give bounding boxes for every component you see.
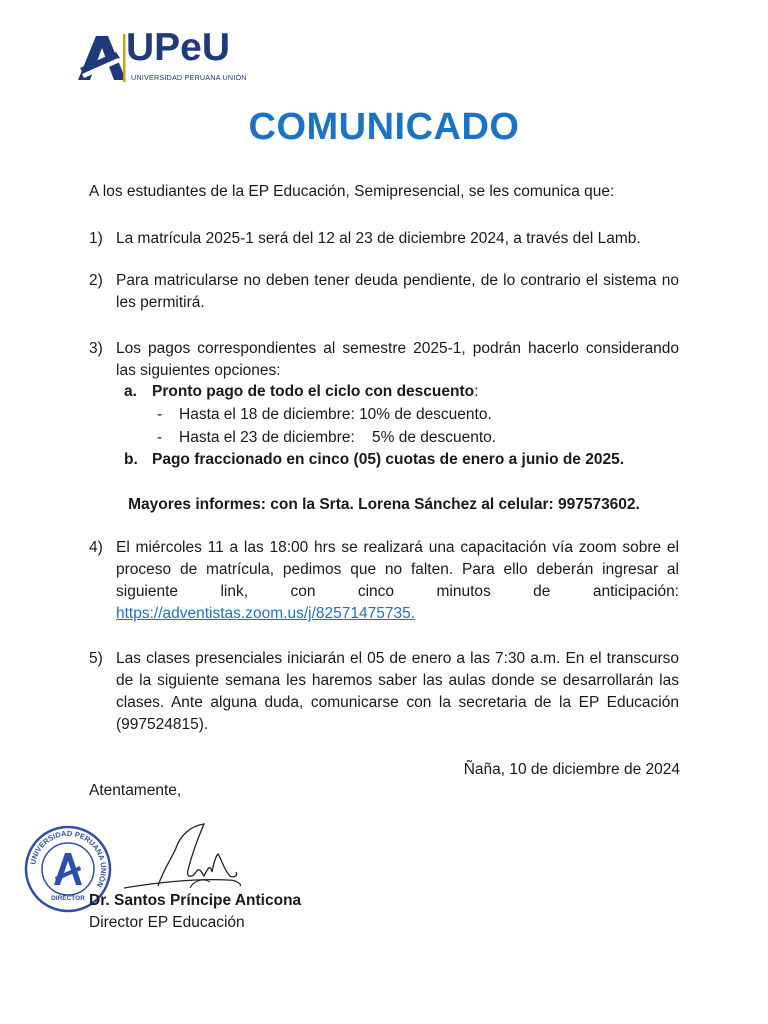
option-label: a. xyxy=(124,383,137,400)
payment-option-b xyxy=(124,449,624,471)
logo-brand-text: UPeU xyxy=(126,26,231,69)
page-title: COMUNICADO xyxy=(248,106,520,148)
option-colon: : xyxy=(474,383,479,400)
option-text: Pago fraccionado en cinco (05) cuotas de enero a junio de 2025. xyxy=(152,451,625,468)
list-item-text: Para matricularse no deben tener deuda pendiente, de lo contrario el sistema no les permitirá. xyxy=(116,272,679,311)
closing-text: Atentamente, xyxy=(89,782,182,799)
list-item-text: El miércoles 11 a las 18:00 hrs se realizará una capacitación vía zoom sobre el proceso de matrícula, pedimos que no falten. Para ello deberán ingresar al siguiente link, con cinco minutos de anticipación: xyxy=(116,539,679,600)
zoom-link[interactable]: https://adventistas.zoom.us/j/82571475735. xyxy=(116,605,416,622)
list-item-number: 3) xyxy=(89,340,103,357)
document-date: Ñaña, 10 de diciembre de 2024 xyxy=(463,761,680,778)
list-item-text: Las clases presenciales iniciarán el 05 de enero a las 7:30 a.m. En el transcurso de la siguiente semana les haremos saber las aulas donde se desarrollarán las clases. Ante alguna duda, comunicarse con la secretaria de la EP Educación (997524815). xyxy=(116,650,679,733)
svg-text:DIRECTOR: DIRECTOR xyxy=(51,895,85,902)
option-label: b. xyxy=(124,451,138,468)
discount-text: Hasta el 23 de diciembre: 5% de descuento. xyxy=(179,429,497,446)
payment-option-a xyxy=(124,381,478,403)
svg-text:UNIVERSIDAD PERUANA UNIÓN: UNIVERSIDAD PERUANA UNIÓN xyxy=(28,828,109,889)
list-item-text: La matrícula 2025-1 será del 12 al 23 de diciembre 2024, a través del Lamb. xyxy=(116,230,641,247)
list-item-text: Los pagos correspondientes al semestre 2025-1, podrán hacerlo considerando las siguientes opciones: xyxy=(116,340,679,379)
document-page: UPeU UNIVERSIDAD PERUANA UNIÓN COMUNICADO A los estudiantes de la EP Educación, Semipresencial, se les comunica que: 1) La matrícula 2025-1 será del 12 al 23 de diciembre 2024, a través del Lamb. 2) Para matricularse no deben tener deuda pendiente, de lo contrario el sistema no les permitirá. 3) Los pagos correspondientes al semestre 2025-1, podrán hacerlo considerando las siguientes opciones: a. Pronto pago de todo el ciclo con descuento: - Hasta el 18 de diciembre: 10% de descuento. - Hasta el 23 de diciembre: 5% de descuento. b. Pago fraccionado en cinco (05) cuotas de enero a junio de 2025. Mayores informes: con la Srta. Lorena Sánchez al celular: 997573602. 4) El miércoles 11 a las 18:00 hrs se realizará una capacitación vía zoom sobre el proceso de matrícula, pedimos que no falten. Para ello deberán ingresar al siguiente link, con cinco minutos de anticipación: https://adventistas.zoom.us/j/82571475735. 5) Las clases presenciales iniciarán el 05 de enero a las 7:30 a.m. En el transcurso de la siguiente semana les haremos saber las aulas donde se desarrollarán las clases. Ante alguna duda, comunicarse con la secretaria de la EP Educación (997524815). Ñaña, 10 de diciembre de 2024 Atentamente, UNIVERSIDAD PERUANA UNIÓN DIRECTOR Dr. Santos Príncipe Anticona Director EP Educación xyxy=(0,0,768,1024)
intro-paragraph: A los estudiantes de la EP Educación, Semipresencial, se les comunica que: xyxy=(89,183,615,200)
contact-info: Mayores informes: con la Srta. Lorena Sánchez al celular: 997573602. xyxy=(128,496,640,513)
list-item-number: 1) xyxy=(89,230,103,247)
list-item-number: 5) xyxy=(89,650,103,667)
option-text: Pronto pago de todo el ciclo con descuento xyxy=(152,383,475,400)
list-item-number: 2) xyxy=(89,272,103,289)
logo-subtitle: UNIVERSIDAD PERUANA UNIÓN xyxy=(131,73,247,82)
signer-name: Dr. Santos Príncipe Anticona xyxy=(89,892,302,909)
signer-title: Director EP Educación xyxy=(89,914,245,931)
list-item-number: 4) xyxy=(89,539,103,556)
discount-text: Hasta el 18 de diciembre: 10% de descuento. xyxy=(179,406,492,423)
handwritten-signature-icon xyxy=(118,818,248,898)
